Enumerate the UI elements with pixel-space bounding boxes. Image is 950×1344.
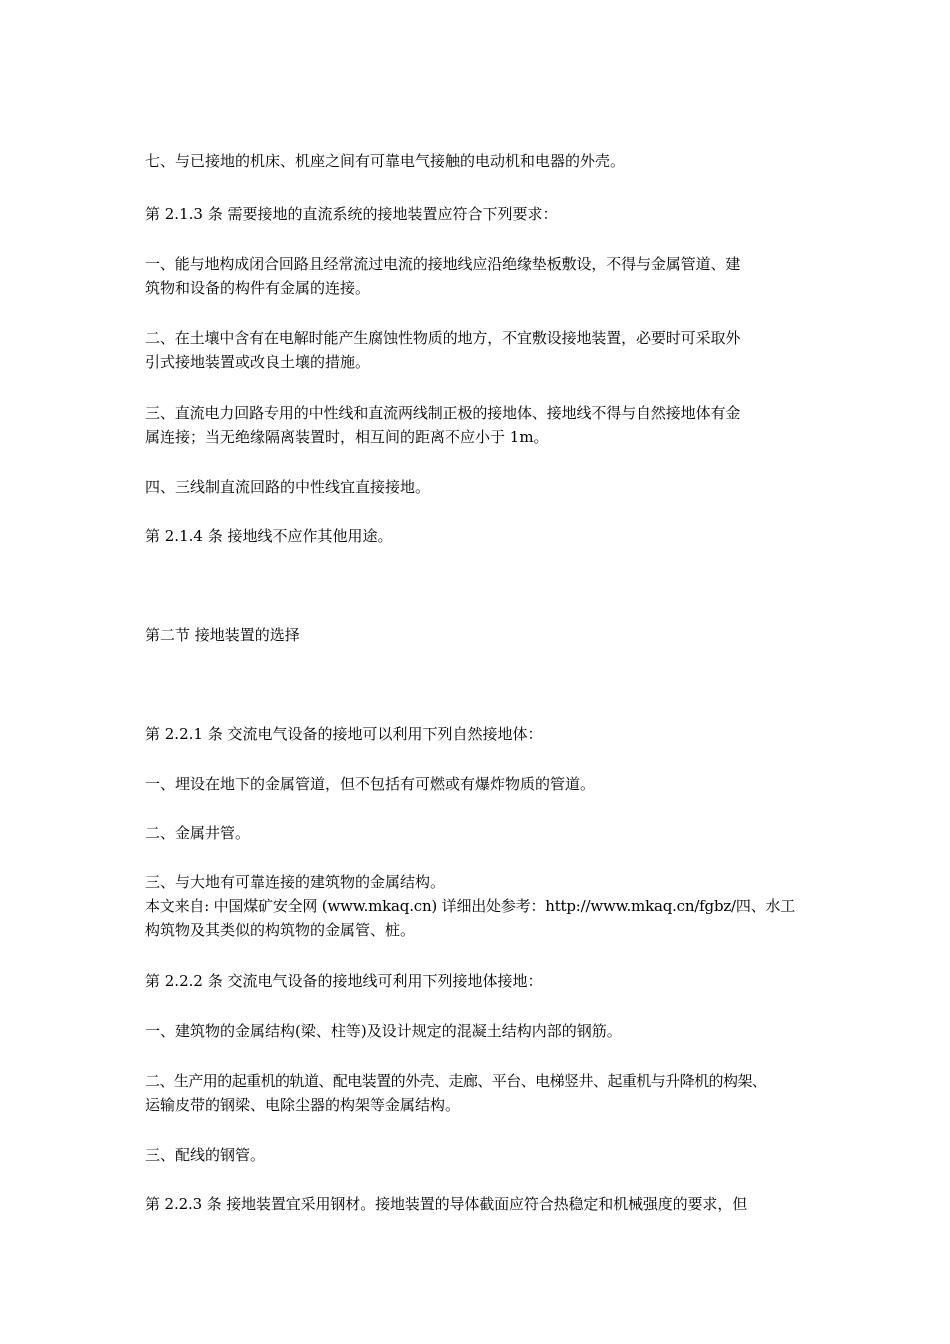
- section-heading: [145, 623, 813, 647]
- text-line: 第 2.1.3 条 需要接地的直流系统的接地装置应符合下列要求：: [145, 205, 558, 223]
- paragraph-dc-item-1: [145, 252, 813, 300]
- text-line: 第 2.1.4 条 接地线不应作其他用途。: [145, 527, 393, 545]
- text-line: 七、与已接地的机床、机座之间有可靠电气接触的电动机和电器的外壳。: [145, 152, 626, 170]
- paragraph-article-2-2-2: [145, 969, 813, 993]
- text-line: 运输皮带的钢梁、电除尘器的构架等金属结构。: [145, 1096, 461, 1114]
- paragraph-grounding-item-1: [145, 1019, 813, 1043]
- paragraph-natural-item-2: [145, 821, 813, 845]
- paragraph-dc-item-3: [145, 401, 813, 449]
- text-line: 第 2.2.2 条 交流电气设备的接地线可利用下列接地体接地：: [145, 972, 543, 990]
- paragraph-grounding-item-2: [145, 1069, 813, 1117]
- paragraph-article-2-2-3: [145, 1192, 813, 1216]
- text-line: 第 2.2.3 条 接地装置宜采用钢材。接地装置的导体截面应符合热稳定和机械强度的要求，但: [145, 1195, 748, 1213]
- text-line: 第 2.2.1 条 交流电气设备的接地可以利用下列自然接地体：: [145, 725, 543, 743]
- text-line: 本文来自: 中国煤矿安全网 (www.mkaq.cn) 详细出处参考：http://www.mkaq.cn/fgbz/四、水工: [145, 897, 796, 915]
- text-line: 二、生产用的起重机的轨道、配电装置的外壳、走廊、平台、电梯竖井、起重机与升降机的构架、: [145, 1072, 767, 1090]
- paragraph-article-2-1-4: [145, 524, 813, 548]
- text-line: 三、配线的钢管。: [145, 1146, 266, 1164]
- text-line: 四、三线制直流回路的中性线宜直接接地。: [145, 478, 431, 496]
- text-line: 第二节 接地装置的选择: [145, 626, 300, 644]
- text-line: 一、能与地构成闭合回路且经常流过电流的接地线应沿绝缘垫板敷设，不得与金属管道、建: [145, 255, 741, 273]
- paragraph-article-2-2-1: [145, 722, 813, 746]
- paragraph-dc-item-2: [145, 326, 813, 374]
- text-line: 构筑物及其类似的构筑物的金属管、桩。: [145, 921, 416, 939]
- text-line: 引式接地装置或改良土壤的措施。: [145, 353, 371, 371]
- text-line: 三、直流电力回路专用的中性线和直流两线制正极的接地体、接地线不得与自然接地体有金: [145, 404, 741, 422]
- text-line: 属连接；当无绝缘隔离装置时，相互间的距离不应小于 1m。: [145, 428, 549, 446]
- text-line: 一、建筑物的金属结构(梁、柱等)及设计规定的混凝土结构内部的钢筋。: [145, 1022, 622, 1040]
- paragraph-natural-item-3: [145, 870, 813, 942]
- paragraph-article-2-1-3: [145, 202, 813, 226]
- paragraph-item-7: [145, 149, 813, 173]
- paragraph-dc-item-4: [145, 475, 813, 499]
- text-line: 一、埋设在地下的金属管道，但不包括有可燃或有爆炸物质的管道。: [145, 775, 596, 793]
- paragraph-grounding-item-3: [145, 1143, 813, 1167]
- text-line: 二、金属井管。: [145, 824, 251, 842]
- text-line: 二、在土壤中含有在电解时能产生腐蚀性物质的地方，不宜敷设接地装置，必要时可采取外: [145, 329, 741, 347]
- text-line: 筑物和设备的构件有金属的连接。: [145, 279, 371, 297]
- text-line: 三、与大地有可靠连接的建筑物的金属结构。: [145, 873, 446, 891]
- paragraph-natural-item-1: [145, 772, 813, 796]
